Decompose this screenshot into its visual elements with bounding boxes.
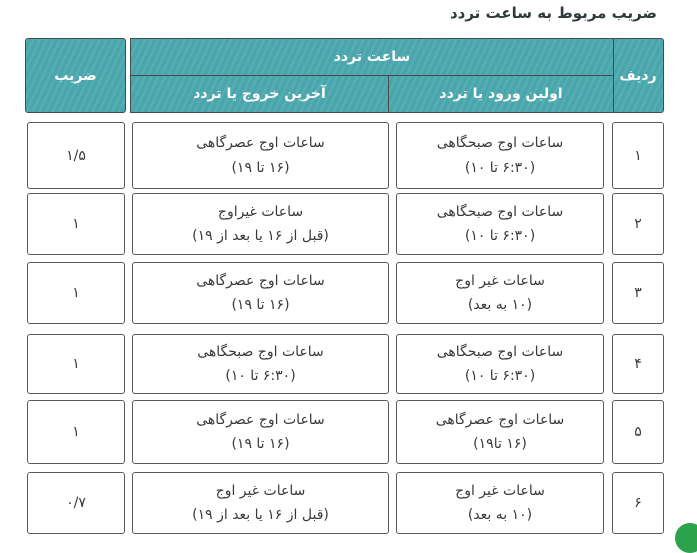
row-6-avalin-line2: (۱۰ به بعد) — [467, 507, 533, 523]
row-5-akharin-line1: ساعات اوج عصرگاهی — [196, 411, 325, 428]
row-4-radif-text: ۴ — [634, 356, 642, 372]
row-5-zarib — [27, 400, 125, 464]
row-1-avalin — [396, 122, 604, 189]
row-3-akharin-line2: (۱۶ تا ۱۹) — [231, 297, 290, 313]
row-5-radif-text: ۵ — [634, 424, 642, 440]
row-3-avalin — [396, 262, 604, 324]
row-3-radif-text: ۳ — [634, 285, 642, 301]
row-3-avalin-line1: ساعات غیر اوج — [455, 272, 545, 289]
header-akharin — [130, 75, 389, 113]
row-4-akharin — [132, 334, 389, 394]
row-2-akharin — [132, 193, 389, 255]
row-1-avalin-line2: (۶:۳۰ تا ۱۰) — [464, 159, 536, 176]
row-6-zarib — [27, 472, 125, 534]
corner-decoration — [675, 523, 697, 553]
row-3-akharin-line1: ساعات اوج عصرگاهی — [196, 272, 325, 289]
row-3-zarib — [27, 262, 125, 324]
row-4-radif — [612, 334, 664, 394]
row-4-avalin-line2: (۶:۳۰ تا ۱۰) — [464, 368, 536, 384]
row-2-avalin-line1: ساعات اوج صبحگاهی — [436, 203, 564, 220]
row-3-akharin — [132, 262, 389, 324]
row-1-radif — [612, 122, 664, 189]
row-1-akharin-line2: (۱۶ تا ۱۹) — [231, 159, 290, 176]
row-5-avalin-line1: ساعات اوج عصرگاهی — [435, 411, 565, 428]
row-1-zarib-text: ۱/۵ — [66, 147, 86, 164]
page-title: ضریب مربوط به ساعت تردد — [449, 4, 657, 22]
header-zarib-label: ضریب — [54, 67, 97, 84]
header-zarib — [25, 38, 126, 113]
row-6-radif-text: ۶ — [634, 495, 642, 511]
row-3-radif — [612, 262, 664, 324]
row-4-zarib — [27, 334, 125, 394]
row-6-radif — [612, 472, 664, 534]
header-avalin — [388, 75, 614, 113]
row-2-zarib-text: ۱ — [72, 216, 80, 232]
row-5-zarib-text: ۱ — [72, 424, 80, 440]
row-4-akharin-line1: ساعات اوج صبحگاهی — [197, 343, 324, 360]
row-6-akharin — [132, 472, 389, 534]
row-6-avalin — [396, 472, 604, 534]
row-4-zarib-text: ۱ — [72, 356, 80, 372]
row-3-zarib-text: ۱ — [72, 285, 80, 301]
header-saat-tardod — [130, 38, 614, 76]
row-6-akharin-line1: ساعات غیر اوج — [215, 482, 306, 499]
header-saat-tardod-label: ساعت تردد — [333, 49, 411, 65]
row-5-avalin-line2: (۱۶ تا۱۹) — [473, 436, 527, 452]
header-akharin-label: آخرین خروج یا تردد — [193, 86, 326, 102]
row-6-avalin-line1: ساعات غیر اوج — [455, 482, 545, 499]
row-5-radif — [612, 400, 664, 464]
row-4-akharin-line2: (۶:۳۰ تا ۱۰) — [225, 368, 296, 384]
row-4-avalin — [396, 334, 604, 394]
row-2-akharin-line1: ساعات غیراوج — [217, 203, 304, 220]
row-6-akharin-line2: (قبل از ۱۶ یا بعد از ۱۹) — [192, 507, 329, 523]
row-3-avalin-line2: (۱۰ به بعد) — [467, 297, 533, 313]
row-5-akharin-line2: (۱۶ تا ۱۹) — [231, 436, 290, 452]
row-2-avalin-line2: (۶:۳۰ تا ۱۰) — [464, 228, 536, 244]
row-1-akharin-line1: ساعات اوج عصرگاهی — [196, 135, 325, 151]
row-2-akharin-line2: (قبل از ۱۶ یا بعد از ۱۹) — [192, 228, 329, 244]
header-radif-label: ردیف — [619, 67, 657, 84]
row-2-radif — [612, 193, 664, 255]
row-1-zarib — [27, 122, 125, 189]
row-4-avalin-line1: ساعات اوج صبحگاهی — [436, 343, 564, 360]
row-2-avalin — [396, 193, 604, 255]
row-1-akharin — [132, 122, 389, 189]
row-5-avalin — [396, 400, 604, 464]
row-2-zarib — [27, 193, 125, 255]
row-2-radif-text: ۲ — [634, 216, 642, 232]
row-5-akharin — [132, 400, 389, 464]
row-1-radif-text: ۱ — [634, 147, 642, 164]
header-radif — [612, 38, 664, 113]
header-avalin-label: اولین ورود یا تردد — [439, 86, 563, 102]
row-6-zarib-text: ۰/۷ — [66, 495, 86, 511]
row-1-avalin-line1: ساعات اوج صبحگاهی — [436, 135, 564, 151]
